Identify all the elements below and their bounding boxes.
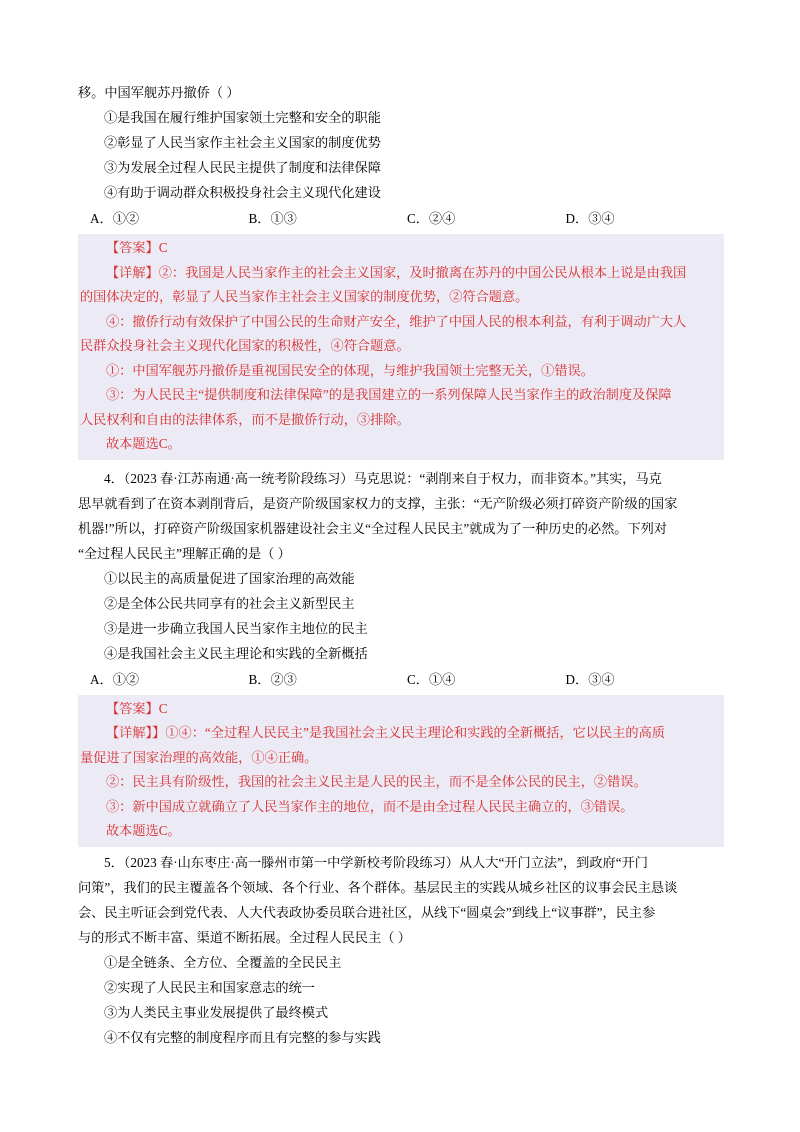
q5-option-4: ④不仅有完整的制度程序而且有完整的参与实践 (104, 1029, 381, 1045)
q3-choice-d: D．③④ (565, 211, 615, 226)
q4-detail-line: ②：民主具有阶级性，我国的社会主义民主是人民的民主，而不是全体公民的民主，②错误。 (106, 774, 647, 789)
q5-stem-line: 会、民主听证会到党代表、人大代表政协委员联合进社区，从线下“圆桌会”到线上“议事群”，民主参 (78, 904, 656, 920)
q4-detail-line: 【详解】】①④：“全过程人民民主”是我国社会主义民主理论和实践的全新概括，它以民主的高质 (106, 725, 665, 740)
q3-detail-line: 人民权利和自由的法律体系，而不是撤侨行动，③排除。 (80, 411, 410, 427)
q3-option-3: ③为发展全过程人民民主提供了制度和法律保障 (104, 160, 381, 175)
q4-choice-a: A．①② (90, 671, 140, 687)
q3-answer-block (78, 234, 724, 460)
q3-detail-line: 【详解】②：我国是人民当家作主的社会主义国家，及时撤离在苏丹的中国公民从根本上说是由我国 (106, 264, 687, 280)
q4-stem-line: 机器!”所以，打碎资产阶级国家机器建设社会主义“全过程人民民主”就成为了一种历史的必然。下列对 (78, 520, 668, 536)
q4-choice-c: C．①④ (407, 671, 456, 687)
q5-stem-line: 与的形式不断丰富、渠道不断拓展。全过程人民民主（ ） (78, 929, 411, 945)
q5-stem-line: 5．（2023 春·山东枣庄·高一滕州市第一中学新校考阶段练习）从人大“开门立法”，到政府“开门 (104, 854, 648, 870)
q4-detail-line: ③：新中国成立就确立了人民当家作主的地位，而不是由全过程人民民主确立的，③错误。 (106, 798, 634, 814)
q4-option-1: ①以民主的高质量促进了国家治理的高效能 (104, 570, 355, 586)
q4-answer-block (78, 695, 724, 847)
q3-choice-b: B．①③ (248, 211, 297, 226)
q4-stem-line: 思早就看到了在资本剥削背后，是资产阶级国家权力的支撑，主张：“无产阶级必须打碎资产阶级的国家 (78, 495, 678, 511)
q4-stem-line: 4．（2023 春·江苏南通·高一统考阶段练习）马克思说：“剥削来自于权力，而非资本。”其实，马克 (104, 470, 662, 486)
q3-detail-line: 民群众投身社会主义现代化国家的积极性，④符合题意。 (80, 338, 410, 353)
q3-option-4: ④有助于调动群众积极投身社会主义现代化建设 (104, 185, 381, 200)
q4-answer-label: 【答案】C (106, 700, 168, 716)
q4-detail-line: 量促进了国家治理的高效能，①④正确。 (80, 749, 318, 765)
q4-detail-line: 故本题选C。 (106, 823, 181, 838)
q4-option-2: ②是全体公民共同享有的社会主义新型民主 (104, 595, 355, 611)
q5-option-3: ③为人类民主事业发展提供了最终模式 (104, 1004, 329, 1020)
q3-option-2: ②彰显了人民当家作主社会主义国家的制度优势 (104, 135, 381, 150)
q3-choice-a: A．①② (90, 211, 140, 226)
q4-option-4: ④是我国社会主义民主理论和实践的全新概括 (104, 645, 368, 661)
q3-stem-tail: 移。中国军舰苏丹撤侨（ ） (78, 85, 240, 100)
q4-choice-d: D．③④ (565, 671, 615, 687)
q5-stem-line: 问策”，我们的民主覆盖各个领域、各个行业、各个群体。基层民主的实践从城乡社区的议事会民主恳谈 (78, 879, 678, 895)
q3-choices (78, 206, 724, 231)
q3-detail-line: ③：为人民民主“提供制度和法律保障”的是我国建立的一系列保障人民当家作主的政治制度及保障 (106, 387, 672, 402)
q3-choice-c: C．②④ (407, 211, 456, 226)
q3-detail-line: ④：撤侨行动有效保护了中国公民的生命财产安全，维护了中国人民的根本利益，有利于调动广大人 (106, 313, 687, 329)
q4-stem-line: “全过程人民民主”理解正确的是（ ） (78, 545, 291, 561)
q4-choices (78, 667, 724, 692)
page-content (78, 80, 724, 1050)
q4-option-3: ③是进一步确立我国人民当家作主地位的民主 (104, 620, 368, 636)
q5-option-1: ①是全链条、全方位、全覆盖的全民民主 (104, 954, 342, 970)
q3-detail-line: ①：中国军舰苏丹撤侨是重视国民安全的体现，与维护我国领土完整无关，①错误。 (106, 362, 594, 378)
q3-detail-line: 故本题选C。 (106, 436, 181, 451)
q3-detail-line: 的国体决定的，彰显了人民当家作主社会主义国家的制度优势，②符合题意。 (80, 289, 529, 304)
q5-option-2: ②实现了人民民主和国家意志的统一 (104, 979, 315, 995)
q3-answer-label: 【答案】C (106, 240, 168, 255)
q4-choice-b: B．②③ (248, 671, 297, 687)
q3-option-1: ①是我国在履行维护国家领土完整和安全的职能 (104, 110, 381, 125)
